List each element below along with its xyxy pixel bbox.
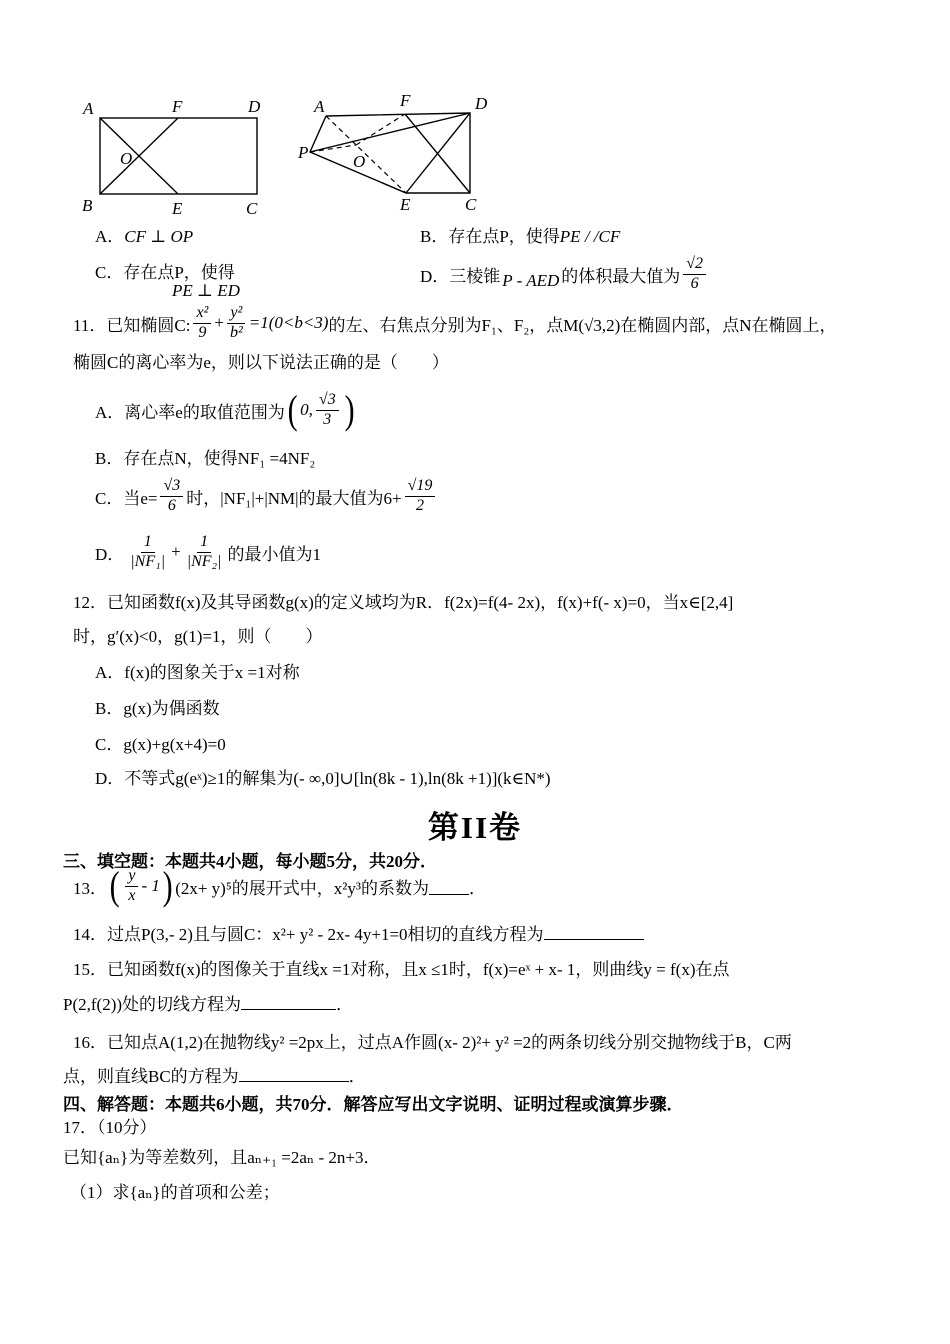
fraction: [125, 867, 138, 905]
option-label: D．: [95, 544, 125, 564]
formula: =1(0<b<3): [248, 313, 329, 332]
option-text: D．三棱锥: [420, 266, 501, 286]
option-text: 时，|NF₁|+|NM|的最大值为6+: [186, 488, 402, 508]
vertex-label: C: [465, 195, 477, 214]
fraction-numerator: y: [125, 867, 138, 886]
fraction: [405, 477, 436, 515]
section3-text: 三、填空题：本题共4小题，每小题5分，共20分．: [63, 852, 437, 871]
q12-stem-line2: [73, 622, 323, 647]
q12-option-b: [95, 694, 220, 719]
section4-text: 四、解答题：本题共6小题，共70分．解答应写出文字说明、证明过程或演算步骤．: [63, 1095, 684, 1114]
stem-text: 11．已知椭圆C:: [73, 315, 191, 335]
fraction-denominator: |NF₁|: [130, 552, 166, 570]
q10-option-b: [420, 222, 620, 247]
question-text: P(2,f(2))处的切线方程为: [63, 995, 242, 1014]
fraction-numerator: √2: [683, 255, 706, 274]
option-text: 的最小值为1: [227, 544, 321, 564]
fraction-denominator: 2: [416, 496, 424, 514]
fraction: [184, 533, 225, 571]
question-number: 13．: [73, 878, 107, 898]
q16-line2: [63, 1062, 366, 1087]
q10-option-c: [95, 258, 235, 283]
q12-option-c: [95, 730, 226, 755]
fraction: [683, 255, 706, 293]
question-text: 已知{aₙ}为等差数列，且aₙ₊₁ =2aₙ - 2n+3．: [63, 1148, 381, 1167]
formula: CF ⊥ OP: [124, 227, 194, 246]
fraction-numerator: y²: [227, 304, 245, 323]
fraction: [316, 391, 339, 429]
question-text: 点，则直线BC的方程为: [63, 1067, 239, 1086]
fraction-numerator: x²: [193, 304, 211, 323]
vertex-label: P: [298, 143, 309, 162]
answer-blank: [241, 991, 336, 1010]
q10-option-a: [95, 222, 193, 247]
answer-blank: [544, 921, 644, 940]
question-text: 16．已知点A(1,2)在抛物线y² =2px上，过点A作圆(x- 2)²+ y² =2的两条切线分别交抛物线于B，C两: [73, 1033, 792, 1052]
fraction-numerator: √3: [160, 477, 183, 496]
vertex-label: D: [248, 97, 261, 116]
stem-text: 时，g′(x)<0，g(1)=1，则（ ）: [73, 627, 323, 646]
fraction-denominator: b²: [229, 323, 243, 341]
vertex-label: O: [353, 152, 366, 171]
option-text: C．g(x)+g(x+4)=0: [95, 735, 226, 754]
operator: +: [171, 542, 181, 561]
fraction: [193, 304, 211, 342]
q17-part1: [70, 1178, 280, 1203]
q10-option-d: [420, 248, 709, 300]
option-text: 的体积最大值为: [561, 266, 681, 286]
q17-given: [63, 1143, 381, 1168]
vertex-label: B: [82, 196, 93, 215]
option-label: A．: [95, 227, 125, 246]
left-paren: (: [287, 387, 298, 432]
vertex-label: C: [246, 199, 258, 218]
fraction: [160, 477, 183, 515]
vertex-label: E: [172, 199, 183, 218]
fraction-numerator: 1: [197, 533, 211, 552]
option-text: D．不等式g(eˣ)≥1的解集为(- ∞,0]∪[ln(8k - 1),ln(8k +1)](k∈N*): [95, 769, 551, 788]
operator: +: [214, 313, 224, 332]
vertex-label: A: [314, 97, 325, 116]
question-number: 17．（10分）: [63, 1118, 157, 1137]
option-text: C．当e=: [95, 488, 158, 508]
fraction-denominator: x: [128, 886, 136, 904]
q12-option-a: [95, 658, 300, 683]
option-text: C．存在点P，使得: [95, 263, 235, 282]
q12-stem-line1: [73, 588, 733, 613]
stem-text: 的左、右焦点分别为F₁、F₂，点M(√3,2)在椭圆内部，点N在椭圆上，: [328, 315, 837, 335]
question-text: ．: [468, 878, 486, 898]
fraction-denominator: 6: [690, 274, 699, 292]
formula: PE ⊥ ED: [172, 281, 240, 300]
vertex-label: F: [400, 91, 411, 110]
q11-option-c: [95, 470, 438, 522]
part2-title: [0, 802, 950, 847]
figure2-folded-diagram: [298, 85, 520, 220]
q11-option-d: [95, 526, 321, 578]
fraction-numerator: 1: [141, 533, 155, 552]
q11-option-b: [95, 444, 315, 469]
fraction-denominator: 6: [167, 496, 176, 514]
fraction-numerator: √3: [316, 391, 339, 410]
question-text: （1）求{aₙ}的首项和公差；: [70, 1183, 280, 1202]
figure2-solid-lines: [310, 113, 470, 193]
question-text: (2x+ y)⁵的展开式中，x²y³的系数为: [175, 878, 429, 898]
stem-text: 12．已知函数f(x)及其导函数g(x)的定义域均为R．f(2x)=f(4- 2x)，f(x)+f(- x)=0，当x∈[2,4]: [73, 593, 734, 612]
stem-text: 椭圆C的离心率为e，则以下说法正确的是（ ）: [73, 353, 449, 372]
vertex-label: E: [400, 195, 411, 214]
formula: 0,: [300, 400, 313, 419]
q12-option-d: [95, 764, 551, 789]
fraction-numerator: √19: [405, 477, 436, 496]
q15-line1: [73, 955, 730, 980]
q10-option-c-formula: [172, 281, 240, 301]
answer-blank: [429, 877, 469, 896]
q16-line1: [73, 1028, 792, 1053]
q15-line2: [63, 990, 353, 1015]
option-text: B．g(x)为偶函数: [95, 699, 220, 718]
option-text: B．存在点N，使得NF₁ =4NF₂: [95, 449, 316, 468]
option-text: A．f(x)的图象关于x =1对称: [95, 663, 300, 682]
vertex-label: D: [475, 94, 488, 113]
q14: [73, 920, 644, 945]
right-paren: ): [162, 863, 173, 908]
question-text: 14．过点P(3,- 2)且与圆C：x²+ y² - 2x- 4y+1=0相切的直线方程为: [73, 925, 544, 944]
section4-header: [63, 1090, 684, 1115]
fraction: [227, 304, 246, 342]
fraction-denominator: 9: [198, 323, 207, 341]
vertex-label: F: [172, 97, 183, 116]
q13: [73, 862, 486, 910]
formula: P - AED: [502, 271, 560, 290]
figure1-rectangle-diagram: [73, 88, 303, 220]
formula: PE / /CF: [559, 227, 621, 246]
vertex-label: O: [120, 149, 133, 168]
option-text: B．存在点P，使得: [420, 227, 560, 246]
formula: - 1: [141, 876, 160, 895]
q11-stem-line2: [73, 348, 449, 373]
right-paren: ): [344, 387, 355, 432]
part2-title-text: 第II卷: [427, 810, 523, 845]
q11-stem-line1: [73, 300, 837, 346]
question-text: 15．已知函数f(x)的图像关于直线x =1对称，且x ≤1时，f(x)=eˣ + x- 1，则曲线y = f(x)在点: [73, 960, 730, 979]
option-text: A．离心率e的取值范围为: [95, 402, 285, 422]
q17-head: [63, 1113, 157, 1138]
fraction: [127, 533, 168, 571]
question-text: ．: [348, 1067, 366, 1086]
question-text: ．: [336, 995, 354, 1014]
vertex-label: A: [83, 99, 94, 118]
q11-option-a: [95, 385, 357, 435]
fraction-denominator: |NF₂|: [186, 552, 222, 570]
answer-blank: [239, 1063, 349, 1082]
left-paren: (: [109, 863, 120, 908]
fraction-denominator: 3: [323, 410, 332, 428]
